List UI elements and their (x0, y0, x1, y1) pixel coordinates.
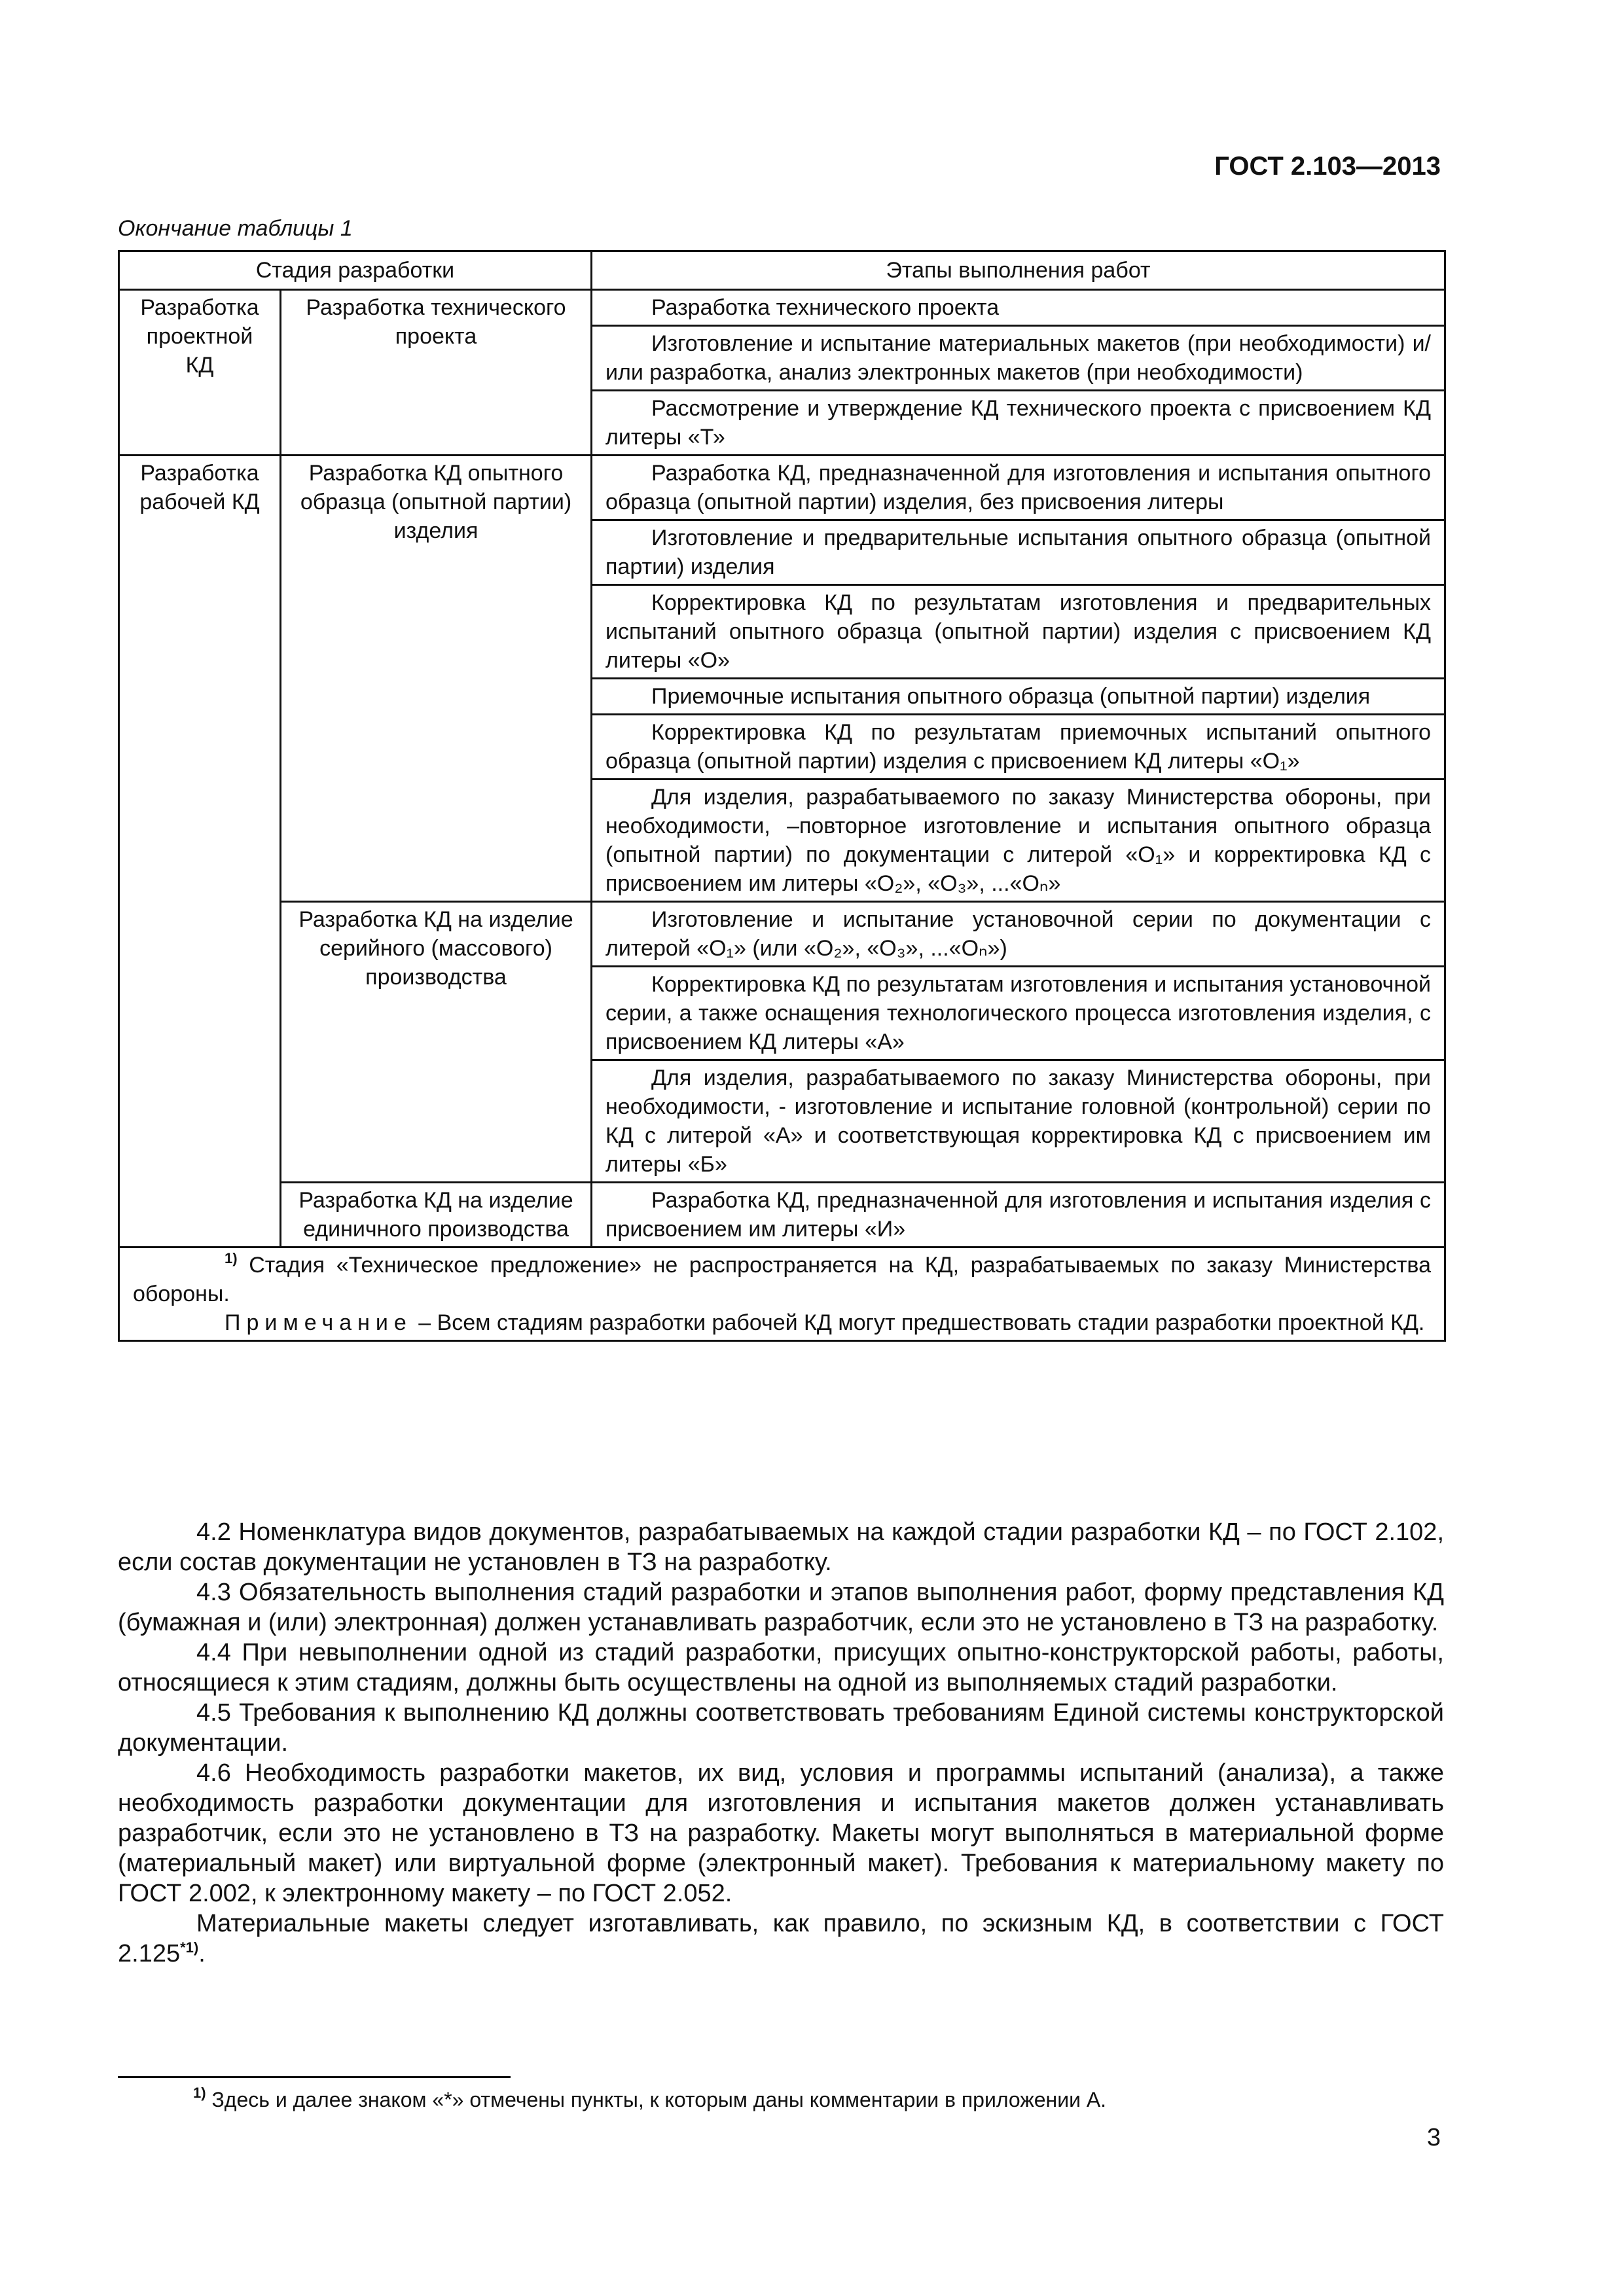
table-row (119, 290, 1445, 326)
step-cell: Для изделия, разрабатываемого по заказу Министерства обороны, при необходимости, - изготовление и испытание головной (контрольной) серии по КД с литерой «А» и соответствующая корректировка КД с присвоением им литеры «Б» (592, 1060, 1445, 1183)
step-cell: Изготовление и испытание материальных макетов (при необходимости) и/или разработка, анализ электронных макетов (при необходимости) (592, 326, 1445, 391)
stages-table (118, 250, 1446, 1342)
step-cell: Разработка КД, предназначенной для изготовления и испытания изделия с присвоением им литеры «И» (592, 1183, 1445, 1247)
paragraph-4-2: 4.2 Номенклатура видов документов, разрабатываемых на каждой стадии разработки КД – по ГОСТ 2.102, если состав документации не установлен в ТЗ на разработку. (118, 1518, 1444, 1576)
table-header-row (119, 251, 1445, 290)
footnote-marker: 1) (225, 1250, 238, 1266)
table-footnote-text: Стадия «Техническое предложение» не распространяется на КД, разрабатываемых по заказу Министерства обороны. (133, 1253, 1432, 1306)
paragraph-end: . (198, 1940, 206, 1967)
table-notes-row (119, 1247, 1445, 1341)
body-text (118, 1517, 1444, 1969)
page-footnote-text: Здесь и далее знаком «*» отмечены пункты, к которым даны комментарии в приложении А. (206, 2088, 1107, 2111)
paragraph-4-6: 4.6 Необходимость разработки макетов, их вид, условия и программы испытаний (анализа), а также необходимость разработки документации для изготовления и испытания макетов должен устанавливать разработчик, если это не установлено в ТЗ на разработку. Макеты могут выполняться в материальной форме (материальный макет) или виртуальной форме (электронный макет). Требования к материальному макету по ГОСТ 2.002, к электронному макету – по ГОСТ 2.052. (118, 1759, 1444, 1907)
table-note (133, 1308, 1431, 1337)
step-cell: Корректировка КД по результатам изготовления и предварительных испытаний опытного образца (опытной партии) изделия с присвоением КД литеры «О» (592, 585, 1445, 679)
column-header-stage: Стадия разработки (119, 251, 592, 290)
note-text: – Всем стадиям разработки рабочей КД могут предшествовать стадии разработки проектной КД. (412, 1310, 1425, 1335)
table-row (119, 1183, 1445, 1247)
step-cell: Для изделия, разрабатываемого по заказу Министерства обороны, при необходимости, –повторное изготовление и испытания опытного образца (опытной партии) по документации с литерой «О₁» и корректировка КД с присвоением им литеры «О₂», «О₃», ...«Оₙ» (592, 780, 1445, 902)
footnote-divider (118, 2076, 511, 2078)
step-cell: Изготовление и предварительные испытания опытного образца (опытной партии) изделия (592, 520, 1445, 585)
step-cell: Корректировка КД по результатам изготовления и испытания установочной серии, а также оснащения технологического процесса изготовления изделия, с присвоением КД литеры «А» (592, 967, 1445, 1060)
substage-tech-project: Разработка технического проекта (281, 290, 592, 456)
substage-serial: Разработка КД на изделие серийного (массового) производства (281, 902, 592, 1183)
substage-single: Разработка КД на изделие единичного производства (281, 1183, 592, 1247)
table-notes (119, 1247, 1445, 1341)
page-number: 3 (1426, 2124, 1441, 2151)
column-header-steps: Этапы выполнения работ (592, 251, 1445, 290)
table-footnote (133, 1251, 1431, 1308)
table-row (119, 456, 1445, 520)
stage-project-kd: Разработка проектной КД (119, 290, 281, 456)
step-cell: Разработка технического проекта (592, 290, 1445, 326)
paragraph-material-models (118, 1909, 1444, 1969)
paragraph-material-models-text: Материальные макеты следует изготавливать, как правило, по эскизным КД, в соответствии с ГОСТ 2.125 (118, 1910, 1444, 1967)
step-cell: Корректировка КД по результатам приемочных испытаний опытного образца (опытной партии) изделия с присвоением КД литеры «О₁» (592, 715, 1445, 780)
step-cell: Приемочные испытания опытного образца (опытной партии) изделия (592, 679, 1445, 715)
step-cell: Разработка КД, предназначенной для изготовления и испытания опытного образца (опытной партии) изделия, без присвоения литеры (592, 456, 1445, 520)
paragraph-4-3: 4.3 Обязательность выполнения стадий разработки и этапов выполнения работ, форму представления КД (бумажная и (или) электронная) должен устанавливать разработчик, если это не установлено в ТЗ на разработку. (118, 1579, 1444, 1636)
table-caption: Окончание таблицы 1 (118, 216, 353, 241)
footnote-reference: *1) (180, 1939, 199, 1956)
stage-working-kd: Разработка рабочей КД (119, 456, 281, 1247)
substage-prototype: Разработка КД опытного образца (опытной партии) изделия (281, 456, 592, 902)
paragraph-4-5: 4.5 Требования к выполнению КД должны соответствовать требованиям Единой системы конструкторской документации. (118, 1699, 1444, 1757)
step-cell: Рассмотрение и утверждение КД технического проекта с присвоением КД литеры «Т» (592, 391, 1445, 456)
page-footnote (193, 2085, 1107, 2112)
step-cell: Изготовление и испытание установочной серии по документации с литерой «О₁» (или «О₂», «О₃», ...«Оₙ») (592, 902, 1445, 967)
page-footnote-marker: 1) (193, 2085, 206, 2101)
paragraph-4-4: 4.4 При невыполнении одной из стадий разработки, присущих опытно-конструкторской работы, работы, относящиеся к этим стадиям, должны быть осуществлены на одной из выполняемых стадий разработки. (118, 1639, 1444, 1696)
table-row (119, 902, 1445, 967)
document-code: ГОСТ 2.103—2013 (1214, 152, 1441, 181)
note-label: Примечание (225, 1310, 412, 1335)
